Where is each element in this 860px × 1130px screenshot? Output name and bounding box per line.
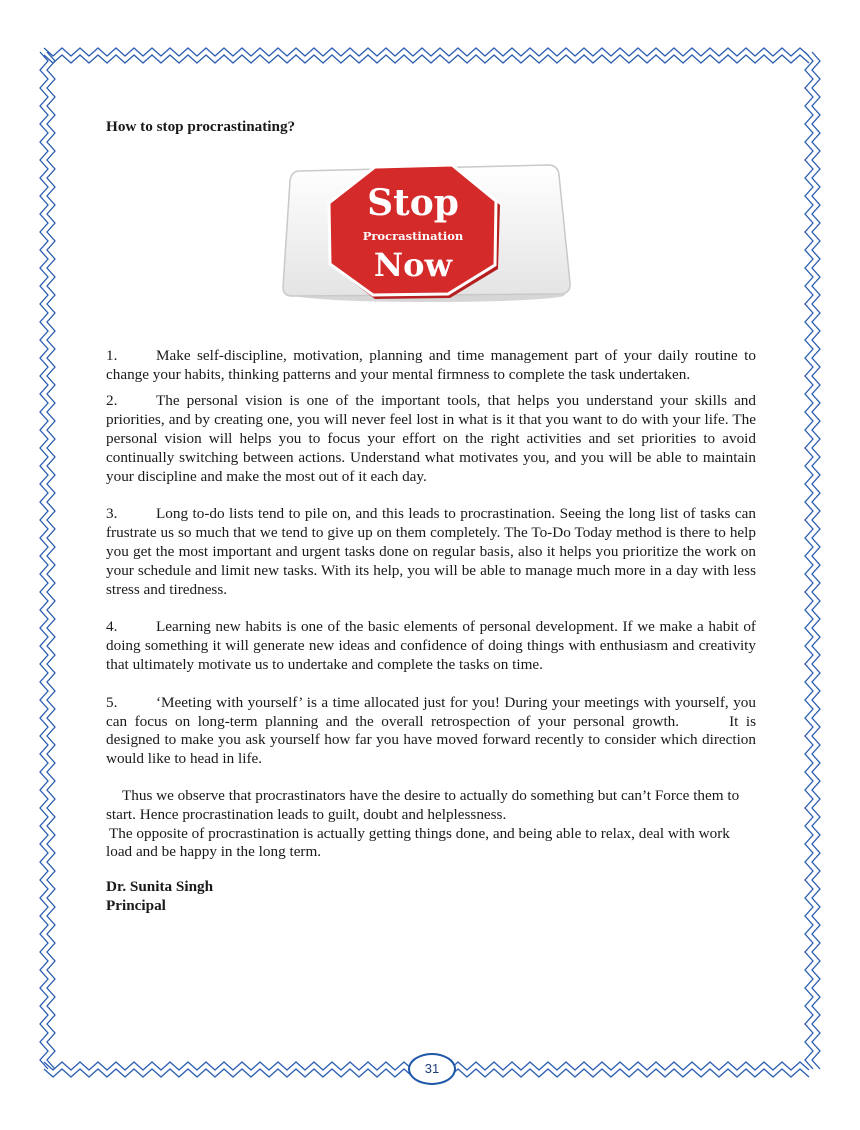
signature-title: Principal bbox=[106, 896, 166, 914]
item-number: 3. bbox=[106, 505, 118, 523]
item-text: ‘Meeting with yourself’ is a time allocated just for you! During your meetings with yourself, you can focus on long-term planning and the overall retrospection of your personal growth. bbox=[106, 693, 756, 730]
list-item bbox=[106, 618, 756, 674]
stop-procrastination-now-image bbox=[280, 163, 575, 303]
list-item bbox=[106, 694, 756, 769]
border-zigzag-line bbox=[44, 48, 809, 56]
item-number: 5. bbox=[106, 693, 118, 711]
item-text: Make self-discipline, motivation, planning and time management part of your daily routine to change your habits, thinking patterns and your mental firmness to complete the task undertaken. bbox=[106, 346, 756, 383]
conclusion bbox=[106, 787, 756, 862]
list-item bbox=[106, 347, 756, 385]
sign-text-now: Now bbox=[373, 245, 452, 284]
conclusion-paragraph: Thus we observe that procrastinators have the desire to actually do something but can’t Force them to start. Hence procrastination leads to guilt, doubt and helplessness. bbox=[106, 786, 740, 823]
item-number: 4. bbox=[106, 618, 118, 636]
sign-text-stop: Stop bbox=[366, 181, 459, 224]
item-text: The personal vision is one of the important tools, that helps you understand your skills and priorities, and by creating one, you will never feel lost in what is it that you want to do with your life. The personal vision will helps you to focus your effort on the right activities and set priorities to avoid continually switching between actions. Understand what motivates you, and you will be able to maintain your discipline and make the most out of it each day. bbox=[106, 392, 756, 485]
conclusion-paragraph: The opposite of procrastination is actually getting things done, and being able to relax, deal with work load and be happy in the long term. bbox=[106, 824, 730, 861]
sign-text-procrastination: Procrastination bbox=[362, 228, 463, 243]
item-text: Long to-do lists tend to pile on, and this leads to procrastination. Seeing the long list of tasks can frustrate us so much that we tend to give up on them completely. The To-Do Today method is there to help you get the most important and urgent tasks done on regular basis, also it helps you prioritize the work on your schedule and limit new tasks. With its help, you will be able to manage much more in a day with less stress and tiredness. bbox=[106, 505, 756, 598]
list-item bbox=[106, 505, 756, 599]
signature-block bbox=[106, 878, 756, 916]
item-number: 2. bbox=[106, 392, 118, 410]
page-number-badge: 31 bbox=[408, 1053, 456, 1085]
item-number: 1. bbox=[106, 346, 118, 364]
page-content bbox=[106, 118, 756, 916]
tips-list bbox=[106, 347, 756, 769]
page-heading: How to stop procrastinating? bbox=[106, 118, 296, 135]
item-text-continued: It is designed to make you ask yourself how far you have moved forward recently to consider which direction would like to head in life. bbox=[106, 712, 756, 768]
border-zigzag-line bbox=[44, 55, 809, 63]
list-item bbox=[106, 392, 756, 486]
signature-name: Dr. Sunita Singh bbox=[106, 878, 214, 896]
item-text: Learning new habits is one of the basic elements of personal development. If we make a habit of doing something it will generate new ideas and confidence of doing things with enthusiasm and creativity that ultimately motivate us to undertake and complete the tasks on time. bbox=[106, 618, 756, 673]
